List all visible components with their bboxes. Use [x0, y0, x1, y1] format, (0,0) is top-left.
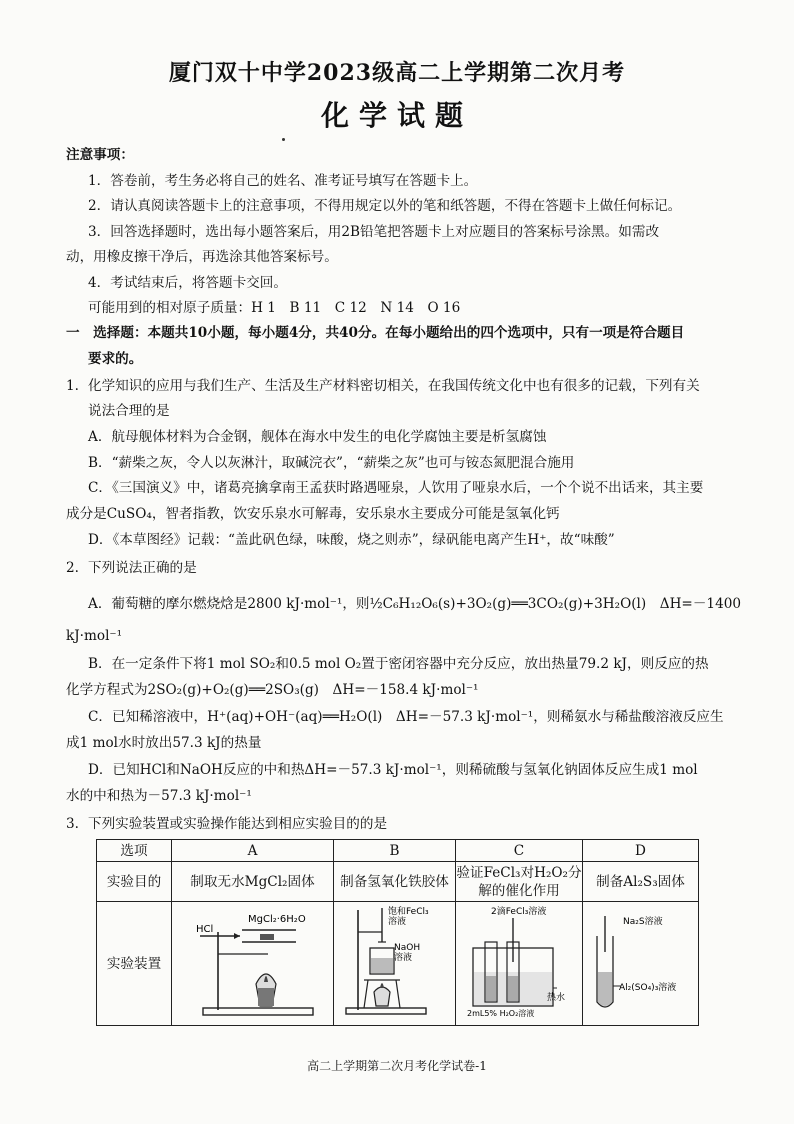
- q3-stem: 下列实验装置或实验操作能达到相应实验目的的是: [88, 816, 388, 832]
- section1-heading-cont: 要求的。: [88, 351, 143, 367]
- q2-option-a: A．葡萄糖的摩尔燃烧焓是2800 kJ·mol⁻¹，则½C₆H₁₂O₆(s)+3O₂(g)══3CO₂(g)+3H₂O(l) ΔH=－1400: [88, 596, 742, 612]
- q1-option-b: B．“薪柴之灰，令人以灰淋汁，取碱浣衣”，“薪柴之灰”也可与铵态氮肥混合施用: [88, 455, 575, 471]
- table-header-cell: 选项: [97, 840, 172, 862]
- apparatus-b-diagram: [336, 902, 454, 1020]
- apparatus-a-diagram: [178, 902, 328, 1020]
- q1-stem-cont: 说法合理的是: [88, 403, 170, 419]
- table-header-cell: A: [172, 840, 334, 862]
- atomic-masses: 可能用到的相对原子质量：H 1 B 11 C 12 N 14 O 16: [88, 300, 461, 316]
- notice-item-3: 3．回答选择题时，选出每小题答案后，用2B铅笔把答题卡上对应题目的答案标号涂黑。如需改: [88, 224, 660, 240]
- q2-option-a-cont: kJ·mol⁻¹: [66, 628, 123, 644]
- section1-heading: 一 选择题：本题共10小题，每小题4分，共40分。在每小题给出的四个选项中，只有一项是符合题目: [66, 325, 685, 341]
- q1-stem: 化学知识的应用与我们生产、生活及生产材料密切相关，在我国传统文化中也有很多的记载，下列有关: [88, 378, 700, 394]
- label-hot-water: 热水: [547, 993, 566, 1003]
- table-cell-apparatus-a: [172, 902, 334, 1026]
- table-cell-purpose-a: 制取无水MgCl₂固体: [172, 862, 334, 902]
- ink-dot: [282, 138, 285, 141]
- exam-subtitle: 化学试题: [320, 99, 473, 132]
- q1-number: 1.: [66, 378, 79, 394]
- label-al2so43: Al₂(SO₄)₃溶液: [618, 983, 676, 993]
- q3-number: 3.: [66, 816, 79, 832]
- label-mgcl2: MgCl₂·6H₂O: [247, 914, 306, 925]
- table-cell-apparatus-d: [583, 902, 699, 1026]
- label-solution-1: 溶液: [387, 917, 406, 927]
- q2-number: 2.: [66, 560, 79, 576]
- table-header-row: [97, 840, 699, 862]
- label-hcl: HCl: [195, 924, 213, 935]
- label-h2o2: 2mL5% H₂O₂溶液: [467, 1009, 535, 1018]
- table-row-purpose: [97, 862, 699, 902]
- q2-option-b-cont: 化学方程式为2SO₂(g)+O₂(g)══2SO₃(g) ΔH=－158.4 kJ·mol⁻¹: [66, 682, 479, 698]
- table-cell-apparatus-b: [334, 902, 456, 1026]
- table-row-apparatus: [97, 902, 699, 1026]
- table-row-label: 实验目的: [97, 862, 172, 902]
- label-fecl3: 饱和FeCl₃: [387, 907, 429, 917]
- table-header-cell: B: [334, 840, 456, 862]
- table-cell-purpose-c: 验证FeCl₃对H₂O₂分解的催化作用: [456, 862, 583, 902]
- table-cell-purpose-b: 制备氢氧化铁胶体: [334, 862, 456, 902]
- label-na2s: Na₂S溶液: [622, 917, 663, 927]
- table-header-cell: C: [456, 840, 583, 862]
- table-header-cell: D: [583, 840, 699, 862]
- label-naoh: NaOH: [393, 943, 420, 953]
- table-row-label: 实验装置: [97, 902, 172, 1026]
- table-cell-purpose-d: 制备Al₂S₃固体: [583, 862, 699, 902]
- q2-option-b: B．在一定条件下将1 mol SO₂和0.5 mol O₂置于密闭容器中充分反应，放出热量79.2 kJ，则反应的热: [88, 656, 709, 672]
- label-solution-2: 溶液: [393, 953, 412, 963]
- q2-stem: 下列说法正确的是: [88, 560, 197, 576]
- q2-option-c-cont: 成1 mol水时放出57.3 kJ的热量: [66, 735, 262, 751]
- exam-title: 厦门双十中学2023级高二上学期第二次月考: [168, 60, 626, 86]
- q2-option-d: D．已知HCl和NaOH反应的中和热ΔH=－57.3 kJ·mol⁻¹，则稀硫酸与氢氧化钠固体反应生成1 mol: [88, 762, 698, 778]
- q1-option-d: D．《本草图经》记载：“盖此矾色绿，味酸，烧之则赤”，绿矾能电离产生H⁺，故“味酸”: [88, 532, 615, 548]
- label-fecl3-drops: 2滴FeCl₃溶液: [491, 907, 547, 917]
- apparatus-c-diagram: [457, 902, 581, 1020]
- notice-item-2: 2．请认真阅读答题卡上的注意事项，不得用规定以外的笔和纸答题，不得在答题卡上做任何标记。: [88, 198, 682, 214]
- apparatus-d-diagram: [585, 902, 697, 1020]
- page-footer: 高二上学期第二次月考化学试卷-1: [307, 1059, 487, 1073]
- q1-option-c-cont: 成分是CuSO₄，智者指教，饮安乐泉水可解毒，安乐泉水主要成分可能是氢氧化钙: [66, 506, 560, 522]
- notice-item-4: 4．考试结束后，将答题卡交回。: [88, 275, 287, 291]
- experiment-table: [96, 839, 699, 1026]
- q2-option-c: C．已知稀溶液中，H⁺(aq)+OH⁻(aq)══H₂O(l) ΔH=－57.3 kJ·mol⁻¹，则稀氨水与稀盐酸溶液反应生: [88, 709, 724, 725]
- q2-option-d-cont: 水的中和热为－57.3 kJ·mol⁻¹: [66, 788, 252, 804]
- table-cell-apparatus-c: [456, 902, 583, 1026]
- q1-option-a: A．航母舰体材料为合金钢，舰体在海水中发生的电化学腐蚀主要是析氢腐蚀: [88, 429, 547, 445]
- notice-heading: 注意事项：: [66, 147, 134, 163]
- notice-item-3-cont: 动，用橡皮擦干净后，再选涂其他答案标号。: [66, 249, 338, 265]
- q1-option-c: C．《三国演义》中，诸葛亮擒拿南王孟获时路遇哑泉，人饮用了哑泉水后，一个个说不出话来，其主要: [88, 480, 704, 496]
- notice-item-1: 1．答卷前，考生务必将自己的姓名、准考证号填写在答题卡上。: [88, 173, 478, 189]
